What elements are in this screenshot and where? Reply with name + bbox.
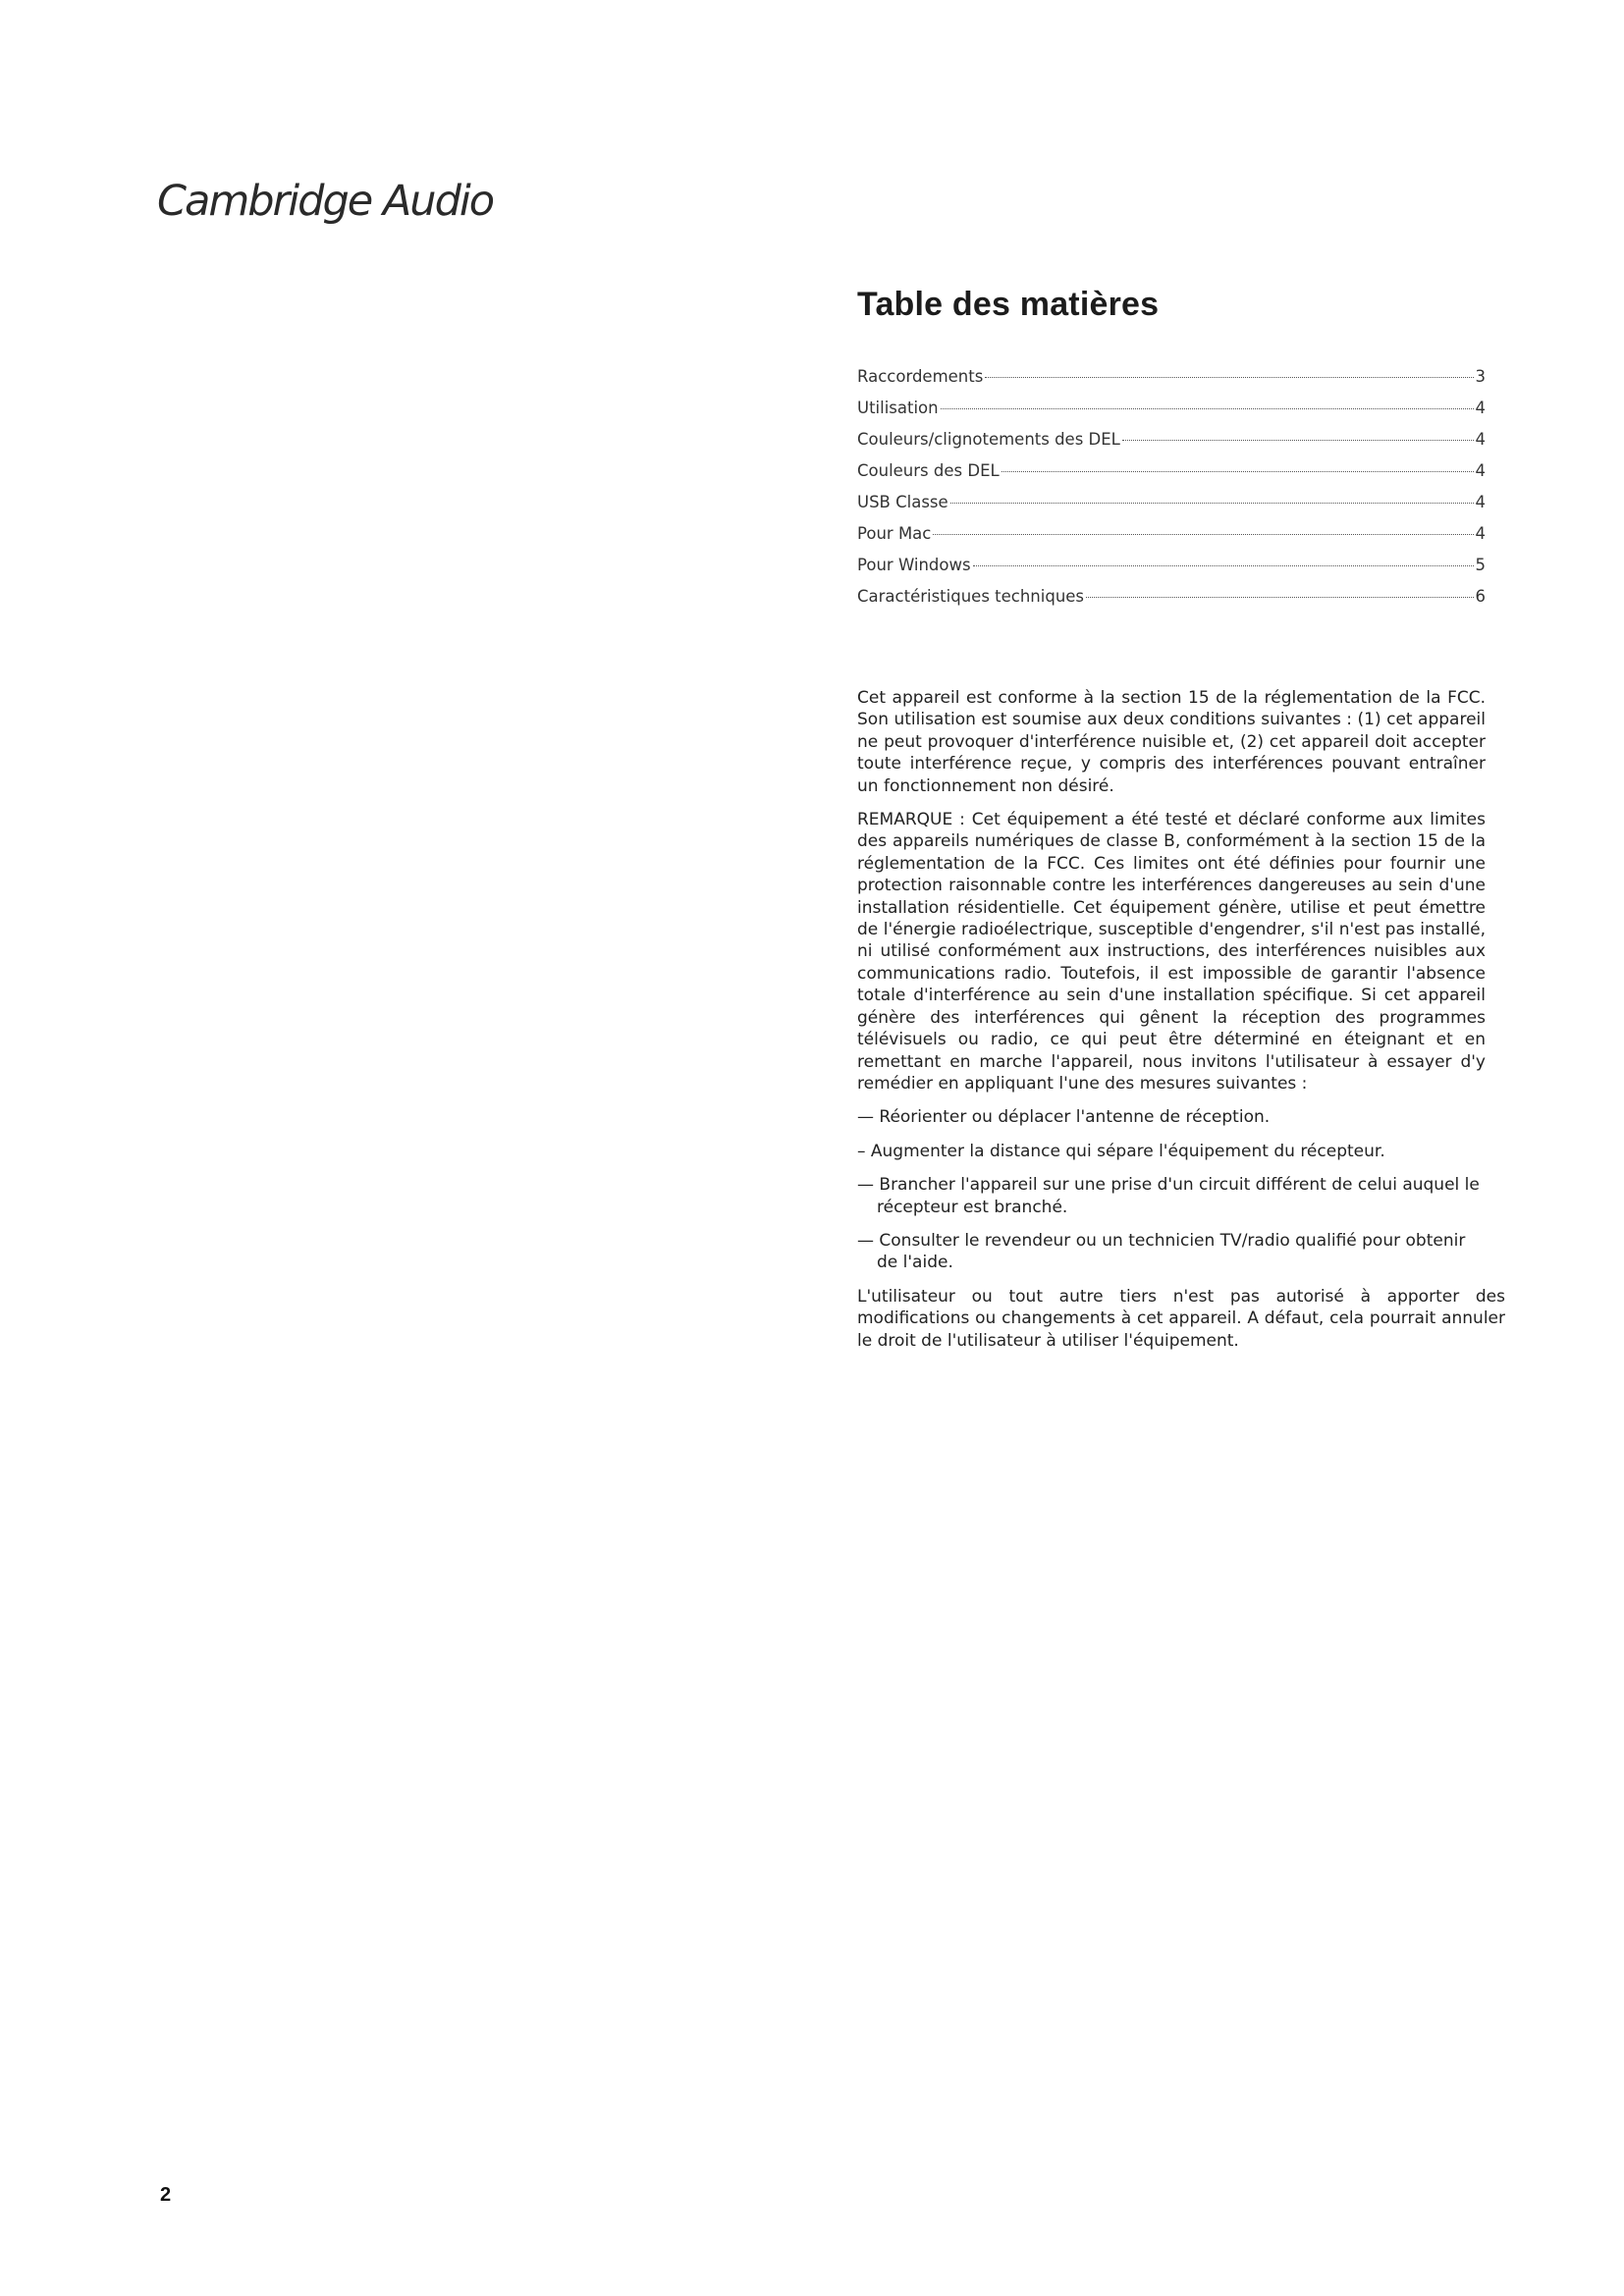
toc-item-raccordements[interactable] [857,361,1486,393]
fcc-paragraph-remarque: REMARQUE : Cet équipement a été testé et déclaré conforme aux limites des appareils numériques de classe B, conformément à la section 15 de la réglementation de la FCC. Ces limites ont été définies pour fournir une protection raisonnable contre les interférences dangereuses au sein d'une installation résidentielle. Cet équipement génère, utilise et peut émettre de l'énergie radioélectrique, susceptible d'engendrer, s'il n'est pas installé, ni utilisé conformément aux instructions, des interférences nuisibles aux communications radio. Toutefois, il est impossible de garantir l'absence totale d'interférence au sein d'une installation spécifique. Si cet appareil génère des interférences qui gênent la réception des programmes télévisuels ou radio, ce qui peut être déterminé en éteignant et en remettant en marche l'appareil, nous invitons l'utilisateur à essayer d'y remédier en appliquant l'une des mesures suivantes : [857,810,1486,1094]
fcc-measure-item: — Brancher l'appareil sur une prise d'un circuit différent de celui auquel le récepteur est branché. [857,1175,1480,1217]
toc-item-page: 4 [1475,461,1486,480]
toc-leader-dots [941,408,1474,409]
toc-item-label: Raccordements [857,367,984,386]
page-number: 2 [160,2184,172,2206]
fcc-paragraph-modifications: L'utilisateur ou tout autre tiers n'est pas autorisé à apporter des modifications ou changements à cet appareil. A défaut, cela pourrait annuler le droit de l'utilisateur à utiliser l'équipement. [857,1286,1505,1351]
toc-item-pour-windows[interactable] [857,550,1486,581]
toc-item-label: Caractéristiques techniques [857,587,1085,606]
toc-leader-dots [933,534,1473,535]
toc-title: Table des matières [857,286,1160,323]
fcc-measure-item: — Réorienter ou déplacer l'antenne de réception. [857,1107,1271,1128]
toc-leader-dots [1086,597,1473,598]
fcc-paragraph-compliance: Cet appareil est conforme à la section 15 de la réglementation de la FCC. Son utilisation est soumise aux deux conditions suivantes : (1) cet appareil ne peut provoquer d'interférence nuisible et, (2) cet appareil doit accepter toute interférence reçue, y compris des interférences pouvant entraîner un fonctionnement non désiré. [857,688,1486,796]
toc-item-page: 6 [1475,587,1486,606]
toc-item-page: 4 [1475,493,1486,511]
toc-item-label: Utilisation [857,399,939,417]
toc-item-caracteristiques[interactable] [857,581,1486,613]
toc-item-label: Couleurs/clignotements des DEL [857,430,1120,449]
fcc-statement [857,687,1505,1352]
toc-item-couleurs-clignotements[interactable] [857,424,1486,455]
fcc-measure-item: – Augmenter la distance qui sépare l'équipement du récepteur. [857,1141,1385,1161]
content-column [857,281,1505,1363]
toc-item-page: 4 [1475,399,1486,417]
toc-item-usb-classe[interactable] [857,487,1486,518]
toc-item-label: Pour Windows [857,556,971,574]
toc-leader-dots [973,565,1474,566]
toc-item-page: 4 [1475,524,1486,543]
toc-item-couleurs-del[interactable] [857,455,1486,487]
toc-item-page: 3 [1475,367,1486,386]
toc-item-label: Couleurs des DEL [857,461,1000,480]
toc-leader-dots [985,377,1473,378]
toc-item-label: Pour Mac [857,524,932,543]
toc-leader-dots [1001,471,1474,472]
toc-item-page: 4 [1475,430,1486,449]
toc-item-label: USB Classe [857,493,948,511]
toc-list [857,361,1486,613]
toc-leader-dots [1122,440,1474,441]
fcc-measure-item: — Consulter le revendeur ou un technicien TV/radio qualifié pour obtenir de l'aide. [857,1230,1466,1273]
brand-logo: Cambridge Audio [157,177,494,226]
toc-item-page: 5 [1475,556,1486,574]
toc-item-pour-mac[interactable] [857,518,1486,550]
toc-item-utilisation[interactable] [857,393,1486,424]
toc-leader-dots [950,503,1474,504]
